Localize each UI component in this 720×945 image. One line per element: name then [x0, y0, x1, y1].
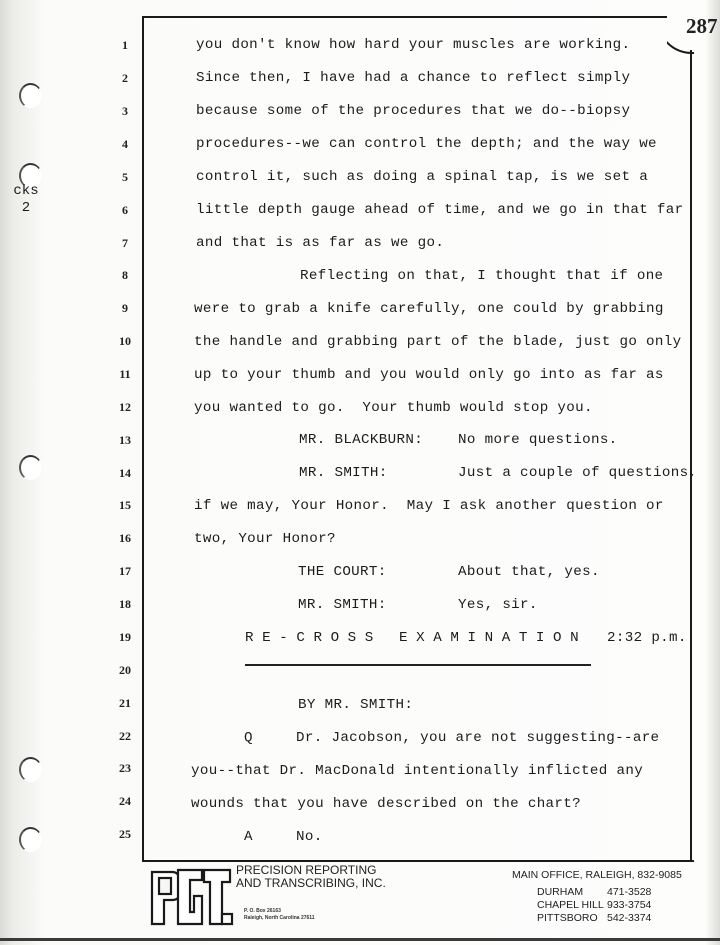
- line-number: 10: [119, 334, 131, 348]
- binder-hole: [19, 83, 42, 108]
- transcript-line: and that is as far as we go.: [196, 235, 445, 251]
- transcript-line: you--that Dr. MacDonald intentionally inflicted any: [191, 763, 644, 779]
- line-number: 25: [119, 827, 131, 841]
- firm-name: [236, 864, 386, 890]
- branch-phone: 542-3374: [607, 912, 652, 924]
- qa-marker: A: [244, 829, 253, 845]
- speaker-text: Yes, sir.: [458, 597, 538, 613]
- transcript-line: little depth gauge ahead of time, and we go in that far: [196, 202, 684, 218]
- line-number: 5: [122, 170, 128, 184]
- line-number: 16: [119, 531, 131, 545]
- line-number: 12: [119, 400, 131, 414]
- transcript-line: up to your thumb and you would only go into as far as: [194, 367, 664, 383]
- exam-heading: RE-CROSS EXAMINATION: [245, 630, 588, 646]
- branch-city: CHAPEL HILL: [537, 899, 604, 911]
- speaker-label: MR. SMITH:: [299, 465, 388, 481]
- paper-edge-shadow: [706, 0, 720, 945]
- line-number: 22: [119, 729, 131, 743]
- margin-note: cks: [13, 183, 39, 199]
- binder-hole: [19, 827, 42, 852]
- speaker-text: About that, yes.: [458, 564, 600, 580]
- branch-phone: 933-3754: [607, 899, 652, 911]
- line-number: 1: [122, 38, 128, 52]
- transcript-line: wounds that you have described on the chart?: [191, 796, 582, 812]
- line-number: 3: [122, 104, 128, 118]
- binder-hole: [19, 757, 42, 782]
- margin-note: 2: [21, 200, 31, 216]
- transcript-line: if we may, Your Honor. May I ask another question or: [194, 498, 664, 514]
- pt-logo-icon: [150, 866, 234, 928]
- line-number: 9: [122, 301, 128, 315]
- transcript-line: Since then, I have had a chance to reflect simply: [196, 70, 631, 86]
- speaker-text: No more questions.: [458, 432, 618, 448]
- line-number: 21: [119, 696, 131, 710]
- line-number: 14: [119, 466, 131, 480]
- main-office: MAIN OFFICE, RALEIGH, 832-9085: [512, 869, 682, 881]
- transcript-line: because some of the procedures that we do--biopsy: [196, 103, 631, 119]
- branch-city: DURHAM: [537, 886, 584, 898]
- line-number: 13: [119, 433, 131, 447]
- line-number: 17: [119, 564, 131, 578]
- transcript-line: the handle and grabbing part of the blade, just go only: [194, 334, 682, 350]
- examiner-line: BY MR. SMITH:: [298, 697, 414, 713]
- line-number: 7: [122, 236, 128, 250]
- firm-name-line1: PRECISION REPORTING: [236, 863, 377, 877]
- address-line1: P. O. Box 26163: [244, 908, 281, 914]
- heading-underline: [245, 664, 591, 666]
- line-number: 8: [122, 268, 128, 282]
- line-number: 2: [122, 71, 128, 85]
- transcript-line: control it, such as doing a spinal tap, is we set a: [196, 169, 649, 185]
- line-number: 11: [119, 367, 131, 381]
- transcript-line: two, Your Honor?: [194, 531, 336, 547]
- line-number: 15: [119, 498, 131, 512]
- transcript-line: you wanted to go. Your thumb would stop you.: [194, 400, 593, 416]
- speaker-label: MR. SMITH:: [298, 597, 387, 613]
- speaker-label: MR. BLACKBURN:: [299, 432, 424, 448]
- frame-right-border: [690, 50, 692, 862]
- line-number: 20: [119, 663, 131, 677]
- address-line2: Raleigh, North Carolina 27611: [244, 915, 315, 921]
- transcript-line: were to grab a knife carefully, one could by grabbing: [194, 301, 664, 317]
- qa-marker: Q: [244, 730, 253, 746]
- qa-text: No.: [296, 829, 323, 845]
- line-number: 4: [122, 137, 128, 151]
- firm-address: [244, 908, 315, 922]
- branch-city: PITTSBORO: [537, 912, 598, 924]
- branch-phone: 471-3528: [607, 886, 652, 898]
- transcript-line: Reflecting on that, I thought that if one: [300, 268, 664, 284]
- line-number: 19: [119, 630, 131, 644]
- page-number: 287: [686, 14, 718, 38]
- page-bottom-rule: [0, 938, 720, 941]
- qa-text: Dr. Jacobson, you are not suggesting--are: [296, 730, 660, 746]
- line-number: 18: [119, 597, 131, 611]
- binder-hole: [19, 455, 42, 480]
- exam-time: 2:32 p.m.: [607, 630, 687, 646]
- line-number: 6: [122, 203, 128, 217]
- transcript-line: you don't know how hard your muscles are working.: [196, 37, 631, 53]
- speaker-text: Just a couple of questions,: [458, 465, 698, 481]
- speaker-label: THE COURT:: [298, 564, 387, 580]
- line-number: 24: [119, 794, 131, 808]
- line-number: 23: [119, 761, 131, 775]
- frame-top-border: [142, 16, 667, 18]
- firm-name-line2: AND TRANSCRIBING, INC.: [236, 876, 386, 890]
- transcript-line: procedures--we can control the depth; and the way we: [196, 136, 657, 152]
